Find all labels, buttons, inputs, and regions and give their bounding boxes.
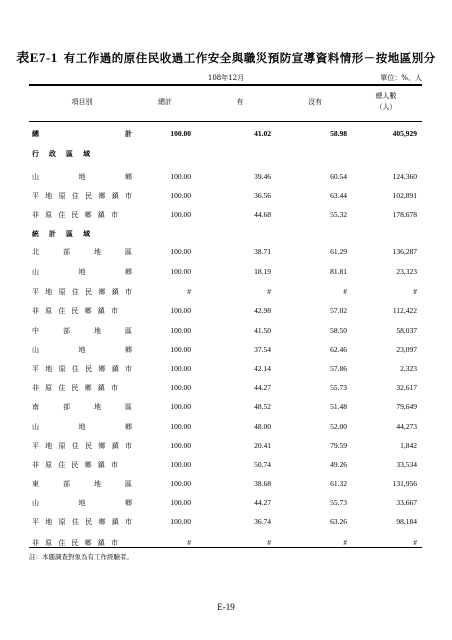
- cell-total: #: [187, 287, 191, 296]
- cell-yes: [209, 147, 271, 161]
- cell-total: [139, 227, 191, 241]
- table-row: [29, 304, 422, 318]
- table-row: [29, 285, 422, 299]
- cell-total: 100.00: [170, 172, 191, 181]
- cell-no: 60.54: [330, 172, 347, 181]
- cell-count: 1,842: [400, 441, 417, 450]
- table-row: [29, 227, 422, 241]
- unit-label: 單位：%、人: [380, 74, 422, 82]
- table-row: [29, 362, 422, 376]
- cell-total: 100.00: [170, 460, 191, 469]
- cell-yes: 42.14: [254, 364, 271, 373]
- table-row: [29, 189, 422, 203]
- row-label: 山 地 鄉: [32, 423, 132, 431]
- cell-count: 112,422: [392, 306, 417, 315]
- row-label: 山 地 鄉: [32, 173, 132, 181]
- cell-total: 100.00: [170, 517, 191, 526]
- row-label: 平 地 原 住 民 鄉 鎮 市: [32, 442, 132, 450]
- table-row: [29, 515, 422, 529]
- cell-total: 100.00: [170, 247, 191, 256]
- cell-yes: 36.56: [254, 191, 271, 200]
- table-row: [29, 496, 422, 510]
- table-row: [29, 245, 422, 259]
- cell-total: 100.00: [170, 191, 191, 200]
- cell-total: 100.00: [170, 267, 191, 276]
- cell-no: #: [343, 538, 347, 547]
- cell-total: 100.00: [170, 345, 191, 354]
- cell-yes: 18.19: [254, 267, 271, 276]
- row-label: 非 原 住 民 鄉 鎮 市: [32, 307, 118, 315]
- cell-total: 100.00: [170, 129, 191, 138]
- table-row: [29, 458, 422, 472]
- page-number: E-19: [217, 602, 235, 612]
- cell-no: 51.48: [330, 402, 347, 411]
- header-total: 總計: [158, 98, 172, 106]
- row-label: 平 地 原 住 民 鄉 鎮 市: [32, 192, 132, 200]
- cell-no: 57.02: [330, 306, 347, 315]
- cell-count: 98,184: [396, 517, 417, 526]
- cell-count: 44,273: [396, 422, 417, 431]
- cell-yes: 44.27: [254, 383, 271, 392]
- cell-no: [283, 147, 347, 161]
- survey-date: 108年12月: [207, 74, 245, 82]
- cell-count: 23,323: [396, 267, 417, 276]
- table-row: [29, 208, 422, 222]
- cell-yes: 38.71: [254, 247, 271, 256]
- bottom-rule: [29, 547, 422, 548]
- row-label: 非 原 住 民 鄉 鎮 市: [32, 461, 118, 469]
- cell-no: 63.26: [330, 517, 347, 526]
- cell-yes: 37.54: [254, 345, 271, 354]
- cell-total: 100.00: [170, 210, 191, 219]
- cell-no: #: [343, 287, 347, 296]
- row-label: 中 部 地 區: [32, 327, 132, 335]
- header-rule: [29, 121, 422, 122]
- cell-no: 61.32: [330, 479, 347, 488]
- cell-no: 58.98: [330, 129, 347, 138]
- row-label: 行 政 區 域: [32, 149, 90, 158]
- cell-count: 124,360: [392, 172, 417, 181]
- cell-total: 100.00: [170, 422, 191, 431]
- row-label: 山 地 鄉: [32, 499, 132, 507]
- header-count-unit: （人）: [375, 103, 397, 111]
- cell-yes: #: [267, 538, 271, 547]
- cell-yes: 48.52: [254, 402, 271, 411]
- table-row: [29, 324, 422, 338]
- row-label: 山 地 鄉: [32, 268, 132, 276]
- table-row: [29, 420, 422, 434]
- cell-total: 100.00: [170, 441, 191, 450]
- cell-count: 33,667: [396, 498, 417, 507]
- header-count: 總人數: [375, 92, 397, 100]
- row-label: 東 部 地 區: [32, 480, 132, 488]
- cell-yes: #: [267, 287, 271, 296]
- cell-yes: 42.98: [254, 306, 271, 315]
- cell-total: 100.00: [170, 402, 191, 411]
- cell-count: #: [413, 287, 417, 296]
- cell-total: 100.00: [170, 306, 191, 315]
- cell-no: 58.50: [330, 326, 347, 335]
- cell-count: [355, 227, 417, 241]
- row-label: 山 地 鄉: [32, 346, 132, 354]
- row-label: 平 地 原 住 民 鄉 鎮 市: [32, 365, 132, 373]
- row-label: 統 計 區 域: [32, 229, 90, 238]
- cell-count: 178,678: [392, 210, 417, 219]
- cell-total: 100.00: [170, 479, 191, 488]
- cell-total: 100.00: [170, 498, 191, 507]
- header-yes: 有: [236, 98, 244, 106]
- cell-no: 62.46: [330, 345, 347, 354]
- table-title-text: 有工作過的原住民收過工作安全與職災預防宣導資料情形－按地區別分: [63, 51, 436, 65]
- cell-no: 55.73: [330, 498, 347, 507]
- table-code: 表E7-1: [16, 50, 58, 65]
- cell-count: 131,956: [392, 479, 417, 488]
- cell-no: [283, 227, 347, 241]
- cell-no: 63.44: [330, 191, 347, 200]
- cell-count: [355, 147, 417, 161]
- cell-no: 55.32: [330, 210, 347, 219]
- cell-yes: 39.46: [254, 172, 271, 181]
- row-label: 非 原 住 民 鄉 鎮 市: [32, 211, 118, 219]
- table-row: [29, 477, 422, 491]
- cell-yes: 44.68: [254, 210, 271, 219]
- top-rule: [29, 84, 422, 86]
- row-label: 北 部 地 區: [32, 248, 132, 256]
- row-label: 南 部 地 區: [32, 403, 132, 411]
- cell-count: 32,617: [396, 383, 417, 392]
- table-row: [29, 381, 422, 395]
- cell-yes: [209, 227, 271, 241]
- header-item: 項目別: [71, 98, 93, 106]
- cell-count: 2,323: [400, 364, 417, 373]
- cell-total: 100.00: [170, 383, 191, 392]
- cell-count: 136,287: [392, 247, 417, 256]
- cell-count: 23,097: [396, 345, 417, 354]
- cell-count: #: [413, 538, 417, 547]
- row-label: 非 原 住 民 鄉 鎮 市: [32, 539, 118, 547]
- cell-count: 405,929: [392, 129, 417, 138]
- header-no: 沒有: [308, 98, 322, 106]
- cell-yes: 20.41: [254, 441, 271, 450]
- row-label: 總 計: [32, 129, 132, 138]
- cell-no: 79.59: [330, 441, 347, 450]
- cell-no: 49.26: [330, 460, 347, 469]
- cell-no: 81.81: [330, 267, 347, 276]
- cell-yes: 44.27: [254, 498, 271, 507]
- table-row: [29, 400, 422, 414]
- cell-count: 58,037: [396, 326, 417, 335]
- cell-yes: 41.50: [254, 326, 271, 335]
- table-row: [29, 265, 422, 279]
- table-row: [29, 343, 422, 357]
- table-row: [29, 147, 422, 161]
- row-label: 平 地 原 住 民 鄉 鎮 市: [32, 288, 132, 296]
- cell-total: 100.00: [170, 326, 191, 335]
- cell-total: 100.00: [170, 364, 191, 373]
- cell-count: 79,649: [396, 402, 417, 411]
- row-label: 非 原 住 民 鄉 鎮 市: [32, 384, 118, 392]
- cell-count: 33,534: [396, 460, 417, 469]
- cell-no: 52.00: [330, 422, 347, 431]
- row-label: 平 地 原 住 民 鄉 鎮 市: [32, 518, 132, 526]
- cell-yes: 48.00: [254, 422, 271, 431]
- cell-total: [139, 147, 191, 161]
- footnote: 註：本題調查對象為有工作經驗者。: [29, 553, 133, 561]
- cell-yes: 50.74: [254, 460, 271, 469]
- table-title: [0, 47, 452, 66]
- cell-no: 55.73: [330, 383, 347, 392]
- cell-total: #: [187, 538, 191, 547]
- cell-yes: 41.02: [254, 129, 271, 138]
- cell-yes: 38.68: [254, 479, 271, 488]
- table-row: [29, 170, 422, 184]
- table-row: [29, 439, 422, 453]
- cell-no: 57.86: [330, 364, 347, 373]
- table-row: [29, 127, 422, 141]
- cell-yes: 36.74: [254, 517, 271, 526]
- cell-no: 61.29: [330, 247, 347, 256]
- cell-count: 102,891: [392, 191, 417, 200]
